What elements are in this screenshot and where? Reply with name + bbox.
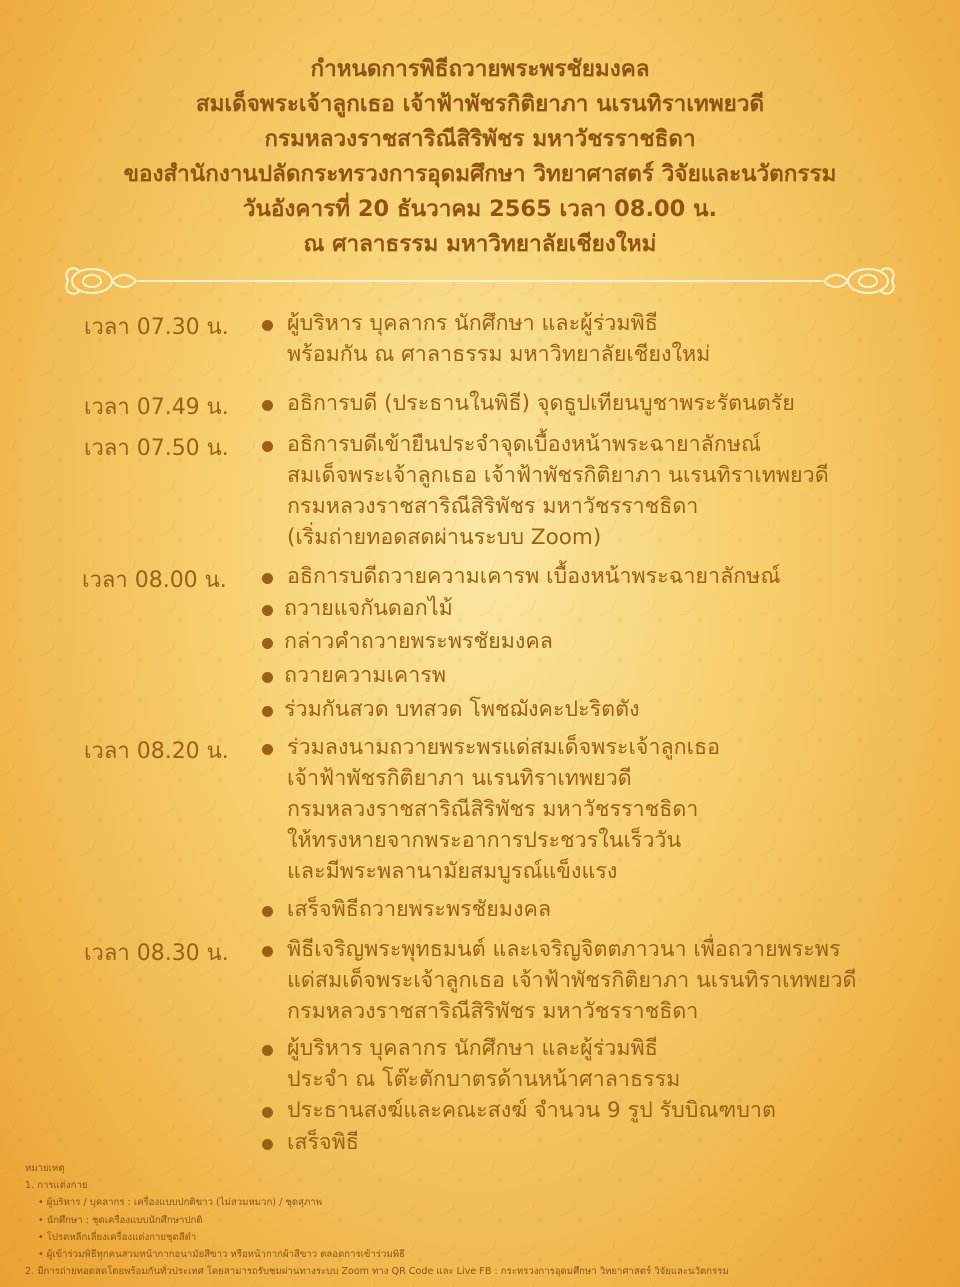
right-ornament-icon [824,268,894,293]
item-text: กรมหลวงราชสาริณีสิริพัชร มหาวัชรราชธิดา [287,797,699,822]
time-label: เวลา 07.49 น. [84,395,229,420]
notes-title: หมายเหตุ [25,1163,65,1174]
page-header [0,52,960,262]
item-text: ผู้บริหาร บุคลากร นักศึกษา และผู้ร่วมพิธี [287,311,658,336]
bullet-icon [262,744,273,755]
item-text: เสร็จพิธีถวายพระพรชัยมงคล [287,897,552,922]
notes-line: 2. มีการถ่ายทอดสดโดยพร้อมกันทั่วประเทศ โดยสามารถรับชมผ่านทางระบบ Zoom ทาง QR Code และ Live FB : กระทรวงการอุดมศึกษา วิทยาศาสตร์ วิจัยและนวัตกรรม [25,1266,729,1278]
item-text: ประจำ ณ โต๊ะตักบาตรด้านหน้าศาลาธรรม [287,1067,681,1092]
item-text: ถวายแจกันดอกไม้ [284,596,453,621]
item-text: ร่วมกันสวด บทสวด โพชฌังคะปะริตตัง [284,697,640,722]
notes-line: • นักศึกษา : ชุดเครื่องแบบนักศึกษาปกติ [38,1214,203,1226]
item-text: พิธีเจริญพระพุทธมนต์ และเจริญจิตตภาวนา เพื่อถวายพระพร [287,937,841,962]
bullet-icon [262,706,273,717]
bullet-icon [262,1107,273,1118]
item-text: เจ้าฟ้าพัชรกิติยาภา นเรนทิราเทพยวดี [287,766,632,791]
item-text: อธิการบดี (ประธานในพิธี) จุดธูปเทียนบูชาพระรัตนตรัย [287,391,795,416]
bullet-icon [262,1139,273,1150]
notes-line: 1. การแต่งกาย [25,1180,88,1192]
bullet-icon [262,605,273,616]
time-label: เวลา 07.50 น. [84,436,229,461]
item-text: ถวายความเคารพ [284,663,446,688]
bullet-icon [262,906,273,917]
item-text: สมเด็จพระเจ้าลูกเธอ เจ้าฟ้าพัชรกิติยาภา นเรนทิราเทพยวดี [287,463,829,488]
time-label: เวลา 08.20 น. [84,739,229,764]
notes-line: • โปรดหลีกเลี่ยงเครื่องแต่งกายชุดสีดำ [38,1231,197,1243]
item-text: กรมหลวงราชสาริณีสิริพัชร มหาวัชรราชธิดา [287,999,699,1024]
notes-line: • ผู้บริหาร / บุคลากร : เครื่องแบบปกติขาว (ไม่สวมหมวก) / ชุดสุภาพ [38,1197,323,1209]
notes [25,1160,935,1280]
item-text: ร่วมลงนามถวายพระพรแด่สมเด็จพระเจ้าลูกเธอ [287,735,721,760]
time-label: เวลา 07.30 น. [84,315,229,340]
header-venue: ณ ศาลาธรรม มหาวิทยาลัยเชียงใหม่ [303,231,657,257]
time-label: เวลา 08.30 น. [84,941,229,966]
left-ornament-icon [66,268,136,293]
notes-line: • ผู้เข้าร่วมพิธีทุกคนสวมหน้ากากอนามัยสีขาว หรือหน้ากากผ้าสีขาว ตลอดการเข้าร่วมพิธี [38,1249,405,1261]
header-line: สมเด็จพระเจ้าลูกเธอ เจ้าฟ้าพัชรกิติยาภา นเรนทิราเทพยวดี [195,91,765,117]
header-title: กำหนดการพิธีถวายพระพรชัยมงคล [310,56,650,82]
item-text: และมีพระพลานามัยสมบูรณ์แข็งแรง [287,859,618,884]
bullet-icon [262,320,273,331]
item-text: กรมหลวงราชสาริณีสิริพัชร มหาวัชรราชธิดา [287,494,699,519]
item-text: ให้ทรงหายจากพระอาการประชวรในเร็ววัน [287,828,682,853]
time-label: เวลา 08.00 น. [82,568,227,593]
item-text: ประธานสงฆ์และคณะสงฆ์ จำนวน 9 รูป รับบิณฑบาต [287,1098,776,1123]
bullet-icon [262,638,273,649]
item-text: กล่าวคำถวายพระพรชัยมงคล [284,629,553,654]
header-line: ของสำนักงานปลัดกระทรวงการอุดมศึกษา วิทยาศาสตร์ วิจัยและนวัตกรรม [123,161,837,187]
ornament-divider [60,262,900,300]
item-text: แด่สมเด็จพระเจ้าลูกเธอ เจ้าฟ้าพัชรกิติยาภา นเรนทิราเทพยวดี [287,968,857,993]
bullet-icon [262,1045,273,1056]
item-text: ผู้บริหาร บุคลากร นักศึกษา และผู้ร่วมพิธี [287,1036,658,1061]
header-line: กรมหลวงราชสาริณีสิริพัชร มหาวัชรราชธิดา [264,126,696,152]
bullet-icon [262,946,273,957]
item-text: พร้อมกัน ณ ศาลาธรรม มหาวิทยาลัยเชียงใหม่ [287,342,711,367]
item-text: อธิการบดีถวายความเคารพ เบื้องหน้าพระฉายาลักษณ์ [287,564,781,589]
item-text: เสร็จพิธี [287,1130,359,1155]
header-date: วันอังคารที่ 20 ธันวาคม 2565 เวลา 08.00 น. [242,196,718,222]
bullet-icon [262,672,273,683]
bullet-icon [262,441,273,452]
bullet-icon [262,573,273,584]
item-text: อธิการบดีเข้ายืนประจำจุดเบื้องหน้าพระฉายาลักษณ์ [287,432,761,457]
bullet-icon [262,400,273,411]
item-text: (เริ่มถ่ายทอดสดผ่านระบบ Zoom) [287,525,602,550]
